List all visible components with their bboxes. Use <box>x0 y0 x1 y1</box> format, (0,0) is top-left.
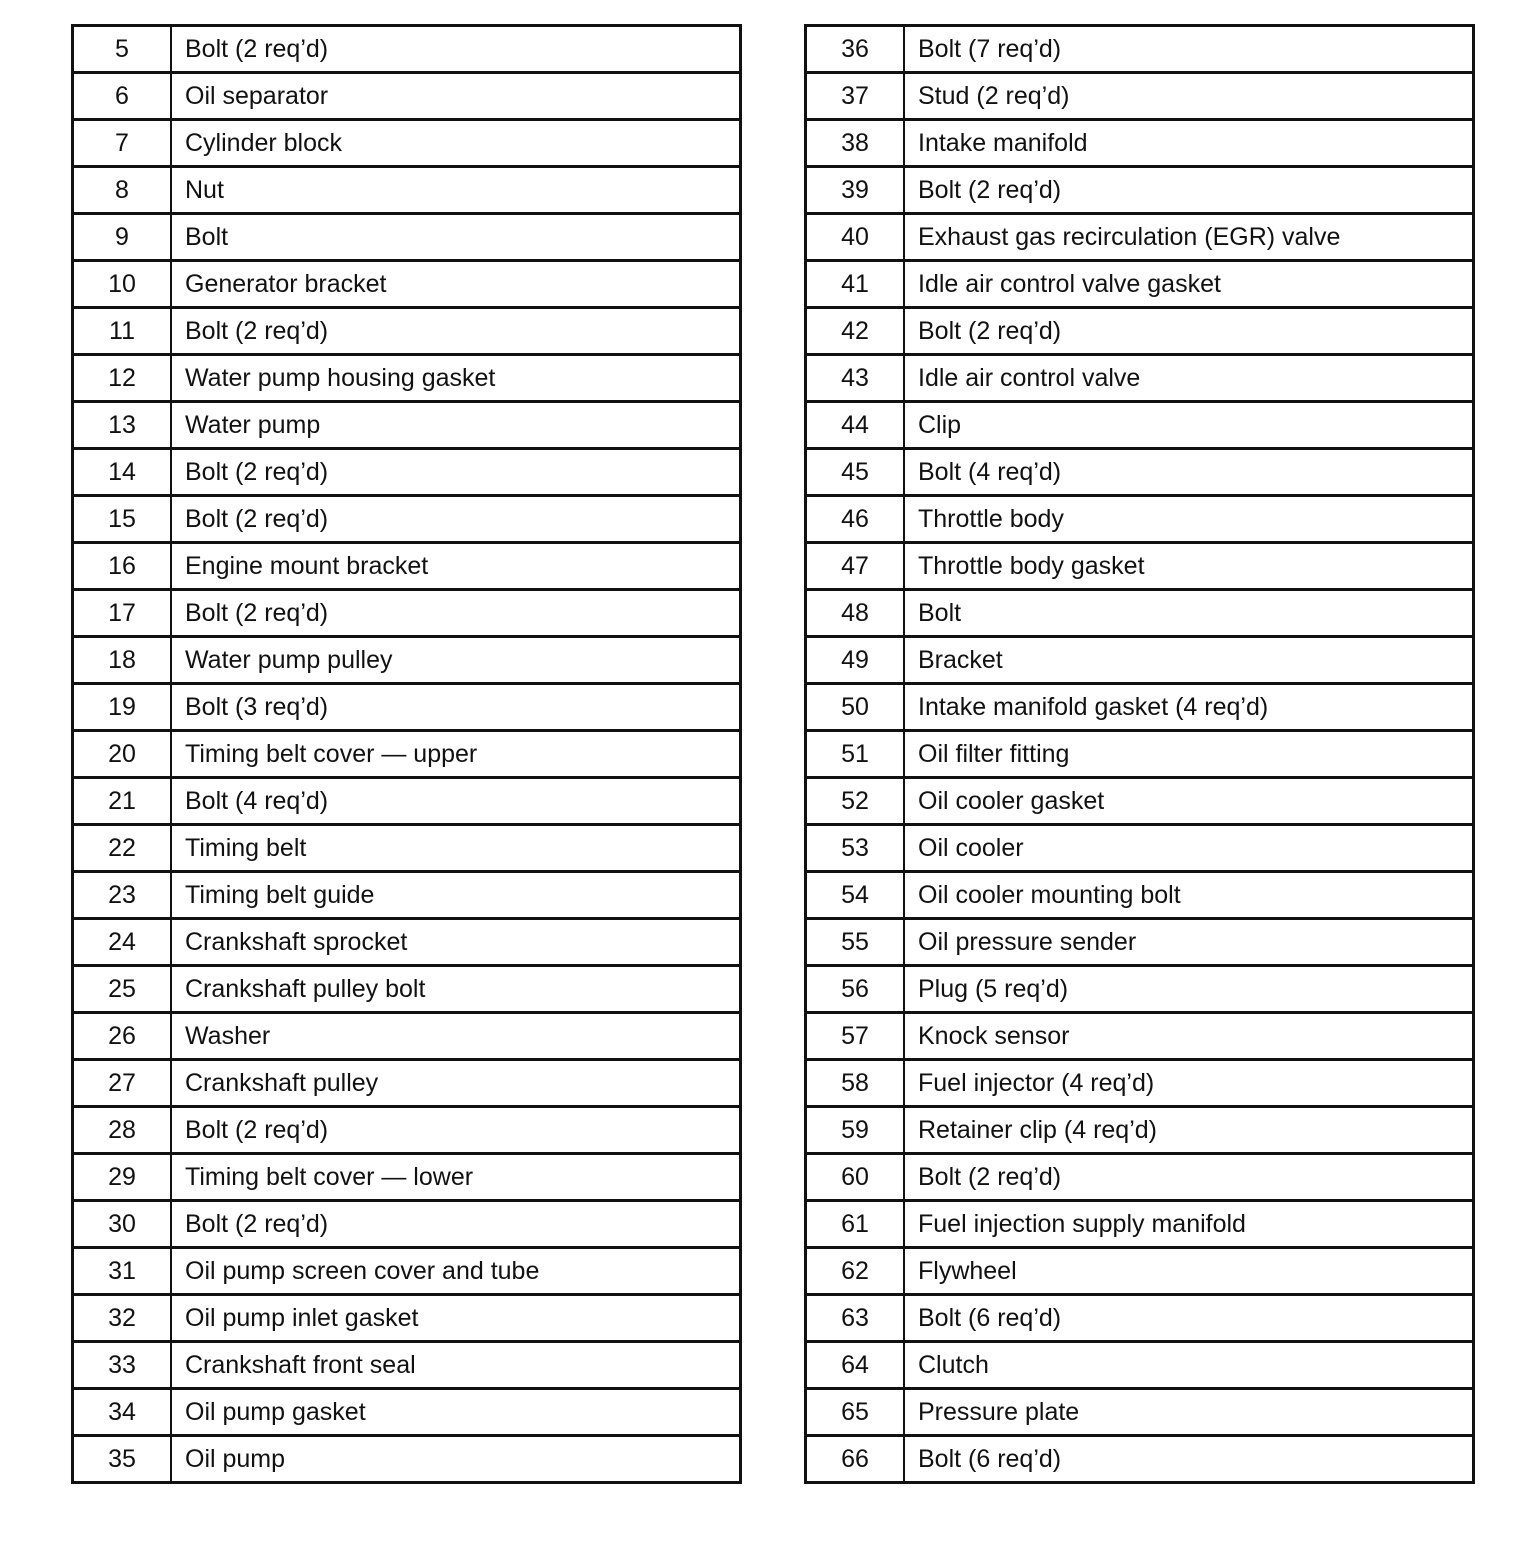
part-description: Bolt (3 req’d) <box>171 684 741 731</box>
part-number: 48 <box>806 590 905 637</box>
part-description: Water pump pulley <box>171 637 741 684</box>
table-row <box>73 214 741 261</box>
part-description: Bolt (2 req’d) <box>904 1154 1474 1201</box>
part-description: Retainer clip (4 req’d) <box>904 1107 1474 1154</box>
table-row <box>73 1201 741 1248</box>
part-number: 54 <box>806 872 905 919</box>
part-description: Timing belt cover — lower <box>171 1154 741 1201</box>
part-description: Bracket <box>904 637 1474 684</box>
part-description: Clutch <box>904 1342 1474 1389</box>
table-row <box>806 778 1474 825</box>
table-row <box>806 26 1474 73</box>
part-description: Washer <box>171 1013 741 1060</box>
part-number: 62 <box>806 1248 905 1295</box>
part-description: Nut <box>171 167 741 214</box>
parts-table-right <box>804 24 1475 1484</box>
part-number: 10 <box>73 261 172 308</box>
part-number: 32 <box>73 1295 172 1342</box>
table-row <box>806 825 1474 872</box>
table-row <box>806 543 1474 590</box>
part-number: 26 <box>73 1013 172 1060</box>
table-row <box>73 1013 741 1060</box>
table-row <box>806 1389 1474 1436</box>
table-row <box>806 73 1474 120</box>
part-number: 49 <box>806 637 905 684</box>
part-description: Bolt <box>171 214 741 261</box>
part-number: 64 <box>806 1342 905 1389</box>
table-row <box>806 449 1474 496</box>
table-row <box>73 731 741 778</box>
part-number: 7 <box>73 120 172 167</box>
part-description: Cylinder block <box>171 120 741 167</box>
part-number: 25 <box>73 966 172 1013</box>
table-row <box>73 684 741 731</box>
part-description: Water pump housing gasket <box>171 355 741 402</box>
table-row <box>806 496 1474 543</box>
table-row <box>73 1295 741 1342</box>
table-row <box>73 1107 741 1154</box>
part-number: 59 <box>806 1107 905 1154</box>
table-row <box>73 73 741 120</box>
table-row <box>73 1060 741 1107</box>
part-number: 35 <box>73 1436 172 1483</box>
part-description: Knock sensor <box>904 1013 1474 1060</box>
part-number: 40 <box>806 214 905 261</box>
part-number: 24 <box>73 919 172 966</box>
table-row <box>73 966 741 1013</box>
part-description: Crankshaft sprocket <box>171 919 741 966</box>
part-description: Bolt (2 req’d) <box>171 449 741 496</box>
table-row <box>806 1060 1474 1107</box>
part-number: 36 <box>806 26 905 73</box>
part-description: Bolt (4 req’d) <box>171 778 741 825</box>
table-row <box>806 402 1474 449</box>
table-row <box>806 637 1474 684</box>
table-row <box>806 966 1474 1013</box>
part-number: 55 <box>806 919 905 966</box>
table-row <box>73 919 741 966</box>
table-row <box>806 872 1474 919</box>
part-description: Bolt (2 req’d) <box>171 1201 741 1248</box>
table-row <box>806 308 1474 355</box>
table-row <box>806 1154 1474 1201</box>
part-description: Bolt (2 req’d) <box>171 590 741 637</box>
part-number: 11 <box>73 308 172 355</box>
table-row <box>73 120 741 167</box>
part-description: Timing belt cover — upper <box>171 731 741 778</box>
table-row <box>73 496 741 543</box>
part-description: Bolt (2 req’d) <box>171 308 741 355</box>
part-number: 13 <box>73 402 172 449</box>
part-number: 29 <box>73 1154 172 1201</box>
part-description: Bolt <box>904 590 1474 637</box>
table-row <box>73 308 741 355</box>
part-description: Stud (2 req’d) <box>904 73 1474 120</box>
part-description: Plug (5 req’d) <box>904 966 1474 1013</box>
part-description: Oil separator <box>171 73 741 120</box>
part-description: Idle air control valve gasket <box>904 261 1474 308</box>
table-row <box>73 872 741 919</box>
part-description: Clip <box>904 402 1474 449</box>
part-description: Bolt (2 req’d) <box>171 496 741 543</box>
part-description: Bolt (2 req’d) <box>904 167 1474 214</box>
part-number: 57 <box>806 1013 905 1060</box>
part-description: Idle air control valve <box>904 355 1474 402</box>
part-number: 60 <box>806 1154 905 1201</box>
part-number: 31 <box>73 1248 172 1295</box>
part-description: Oil filter fitting <box>904 731 1474 778</box>
table-row <box>73 1342 741 1389</box>
table-row <box>806 1013 1474 1060</box>
part-number: 63 <box>806 1295 905 1342</box>
part-number: 50 <box>806 684 905 731</box>
table-row <box>73 543 741 590</box>
part-number: 17 <box>73 590 172 637</box>
part-description: Bolt (2 req’d) <box>171 26 741 73</box>
table-row <box>73 637 741 684</box>
part-number: 18 <box>73 637 172 684</box>
part-description: Fuel injector (4 req’d) <box>904 1060 1474 1107</box>
table-row <box>73 1154 741 1201</box>
part-number: 47 <box>806 543 905 590</box>
part-description: Throttle body gasket <box>904 543 1474 590</box>
table-row <box>806 1436 1474 1483</box>
part-number: 44 <box>806 402 905 449</box>
table-row <box>73 590 741 637</box>
part-description: Pressure plate <box>904 1389 1474 1436</box>
table-row <box>806 355 1474 402</box>
table-row <box>73 449 741 496</box>
part-description: Timing belt guide <box>171 872 741 919</box>
part-number: 15 <box>73 496 172 543</box>
part-number: 6 <box>73 73 172 120</box>
part-description: Bolt (6 req’d) <box>904 1295 1474 1342</box>
part-description: Bolt (7 req’d) <box>904 26 1474 73</box>
table-row <box>806 590 1474 637</box>
part-number: 66 <box>806 1436 905 1483</box>
part-description: Fuel injection supply manifold <box>904 1201 1474 1248</box>
part-number: 65 <box>806 1389 905 1436</box>
parts-table-left-body <box>73 26 741 1483</box>
part-number: 8 <box>73 167 172 214</box>
part-number: 20 <box>73 731 172 778</box>
part-number: 5 <box>73 26 172 73</box>
part-number: 33 <box>73 1342 172 1389</box>
part-description: Intake manifold gasket (4 req’d) <box>904 684 1474 731</box>
table-row <box>73 167 741 214</box>
part-number: 58 <box>806 1060 905 1107</box>
parts-table-right-body <box>806 26 1474 1483</box>
part-description: Water pump <box>171 402 741 449</box>
part-description: Oil cooler <box>904 825 1474 872</box>
part-number: 14 <box>73 449 172 496</box>
table-row <box>806 731 1474 778</box>
part-number: 42 <box>806 308 905 355</box>
table-row <box>73 1248 741 1295</box>
part-number: 27 <box>73 1060 172 1107</box>
part-description: Crankshaft pulley <box>171 1060 741 1107</box>
part-description: Engine mount bracket <box>171 543 741 590</box>
table-row <box>73 26 741 73</box>
part-number: 16 <box>73 543 172 590</box>
part-number: 56 <box>806 966 905 1013</box>
table-row <box>806 684 1474 731</box>
part-number: 37 <box>806 73 905 120</box>
part-description: Bolt (2 req’d) <box>904 308 1474 355</box>
part-description: Oil pump <box>171 1436 741 1483</box>
table-row <box>73 261 741 308</box>
table-row <box>73 355 741 402</box>
table-row <box>806 1295 1474 1342</box>
part-number: 52 <box>806 778 905 825</box>
part-number: 9 <box>73 214 172 261</box>
part-description: Oil cooler mounting bolt <box>904 872 1474 919</box>
table-row <box>73 1436 741 1483</box>
part-description: Exhaust gas recirculation (EGR) valve <box>904 214 1474 261</box>
part-number: 28 <box>73 1107 172 1154</box>
parts-table-left <box>71 24 742 1484</box>
part-number: 23 <box>73 872 172 919</box>
part-description: Flywheel <box>904 1248 1474 1295</box>
part-number: 38 <box>806 120 905 167</box>
part-description: Oil cooler gasket <box>904 778 1474 825</box>
part-number: 43 <box>806 355 905 402</box>
part-number: 39 <box>806 167 905 214</box>
part-description: Bolt (4 req’d) <box>904 449 1474 496</box>
part-description: Oil pump screen cover and tube <box>171 1248 741 1295</box>
part-description: Oil pump inlet gasket <box>171 1295 741 1342</box>
part-number: 12 <box>73 355 172 402</box>
part-number: 19 <box>73 684 172 731</box>
table-row <box>806 1107 1474 1154</box>
part-description: Oil pressure sender <box>904 919 1474 966</box>
part-description: Bolt (6 req’d) <box>904 1436 1474 1483</box>
table-row <box>73 825 741 872</box>
table-row <box>806 919 1474 966</box>
part-description: Intake manifold <box>904 120 1474 167</box>
part-number: 34 <box>73 1389 172 1436</box>
table-row <box>806 1201 1474 1248</box>
part-number: 46 <box>806 496 905 543</box>
part-description: Crankshaft pulley bolt <box>171 966 741 1013</box>
part-description: Crankshaft front seal <box>171 1342 741 1389</box>
table-row <box>73 778 741 825</box>
part-number: 61 <box>806 1201 905 1248</box>
table-row <box>806 167 1474 214</box>
part-description: Bolt (2 req’d) <box>171 1107 741 1154</box>
table-row <box>73 1389 741 1436</box>
part-description: Generator bracket <box>171 261 741 308</box>
part-description: Timing belt <box>171 825 741 872</box>
table-row <box>806 1248 1474 1295</box>
part-number: 45 <box>806 449 905 496</box>
table-row <box>806 214 1474 261</box>
part-number: 53 <box>806 825 905 872</box>
table-row <box>806 1342 1474 1389</box>
part-number: 51 <box>806 731 905 778</box>
part-number: 30 <box>73 1201 172 1248</box>
table-row <box>806 261 1474 308</box>
part-number: 22 <box>73 825 172 872</box>
part-description: Oil pump gasket <box>171 1389 741 1436</box>
table-row <box>806 120 1474 167</box>
part-number: 21 <box>73 778 172 825</box>
table-row <box>73 402 741 449</box>
part-description: Throttle body <box>904 496 1474 543</box>
part-number: 41 <box>806 261 905 308</box>
